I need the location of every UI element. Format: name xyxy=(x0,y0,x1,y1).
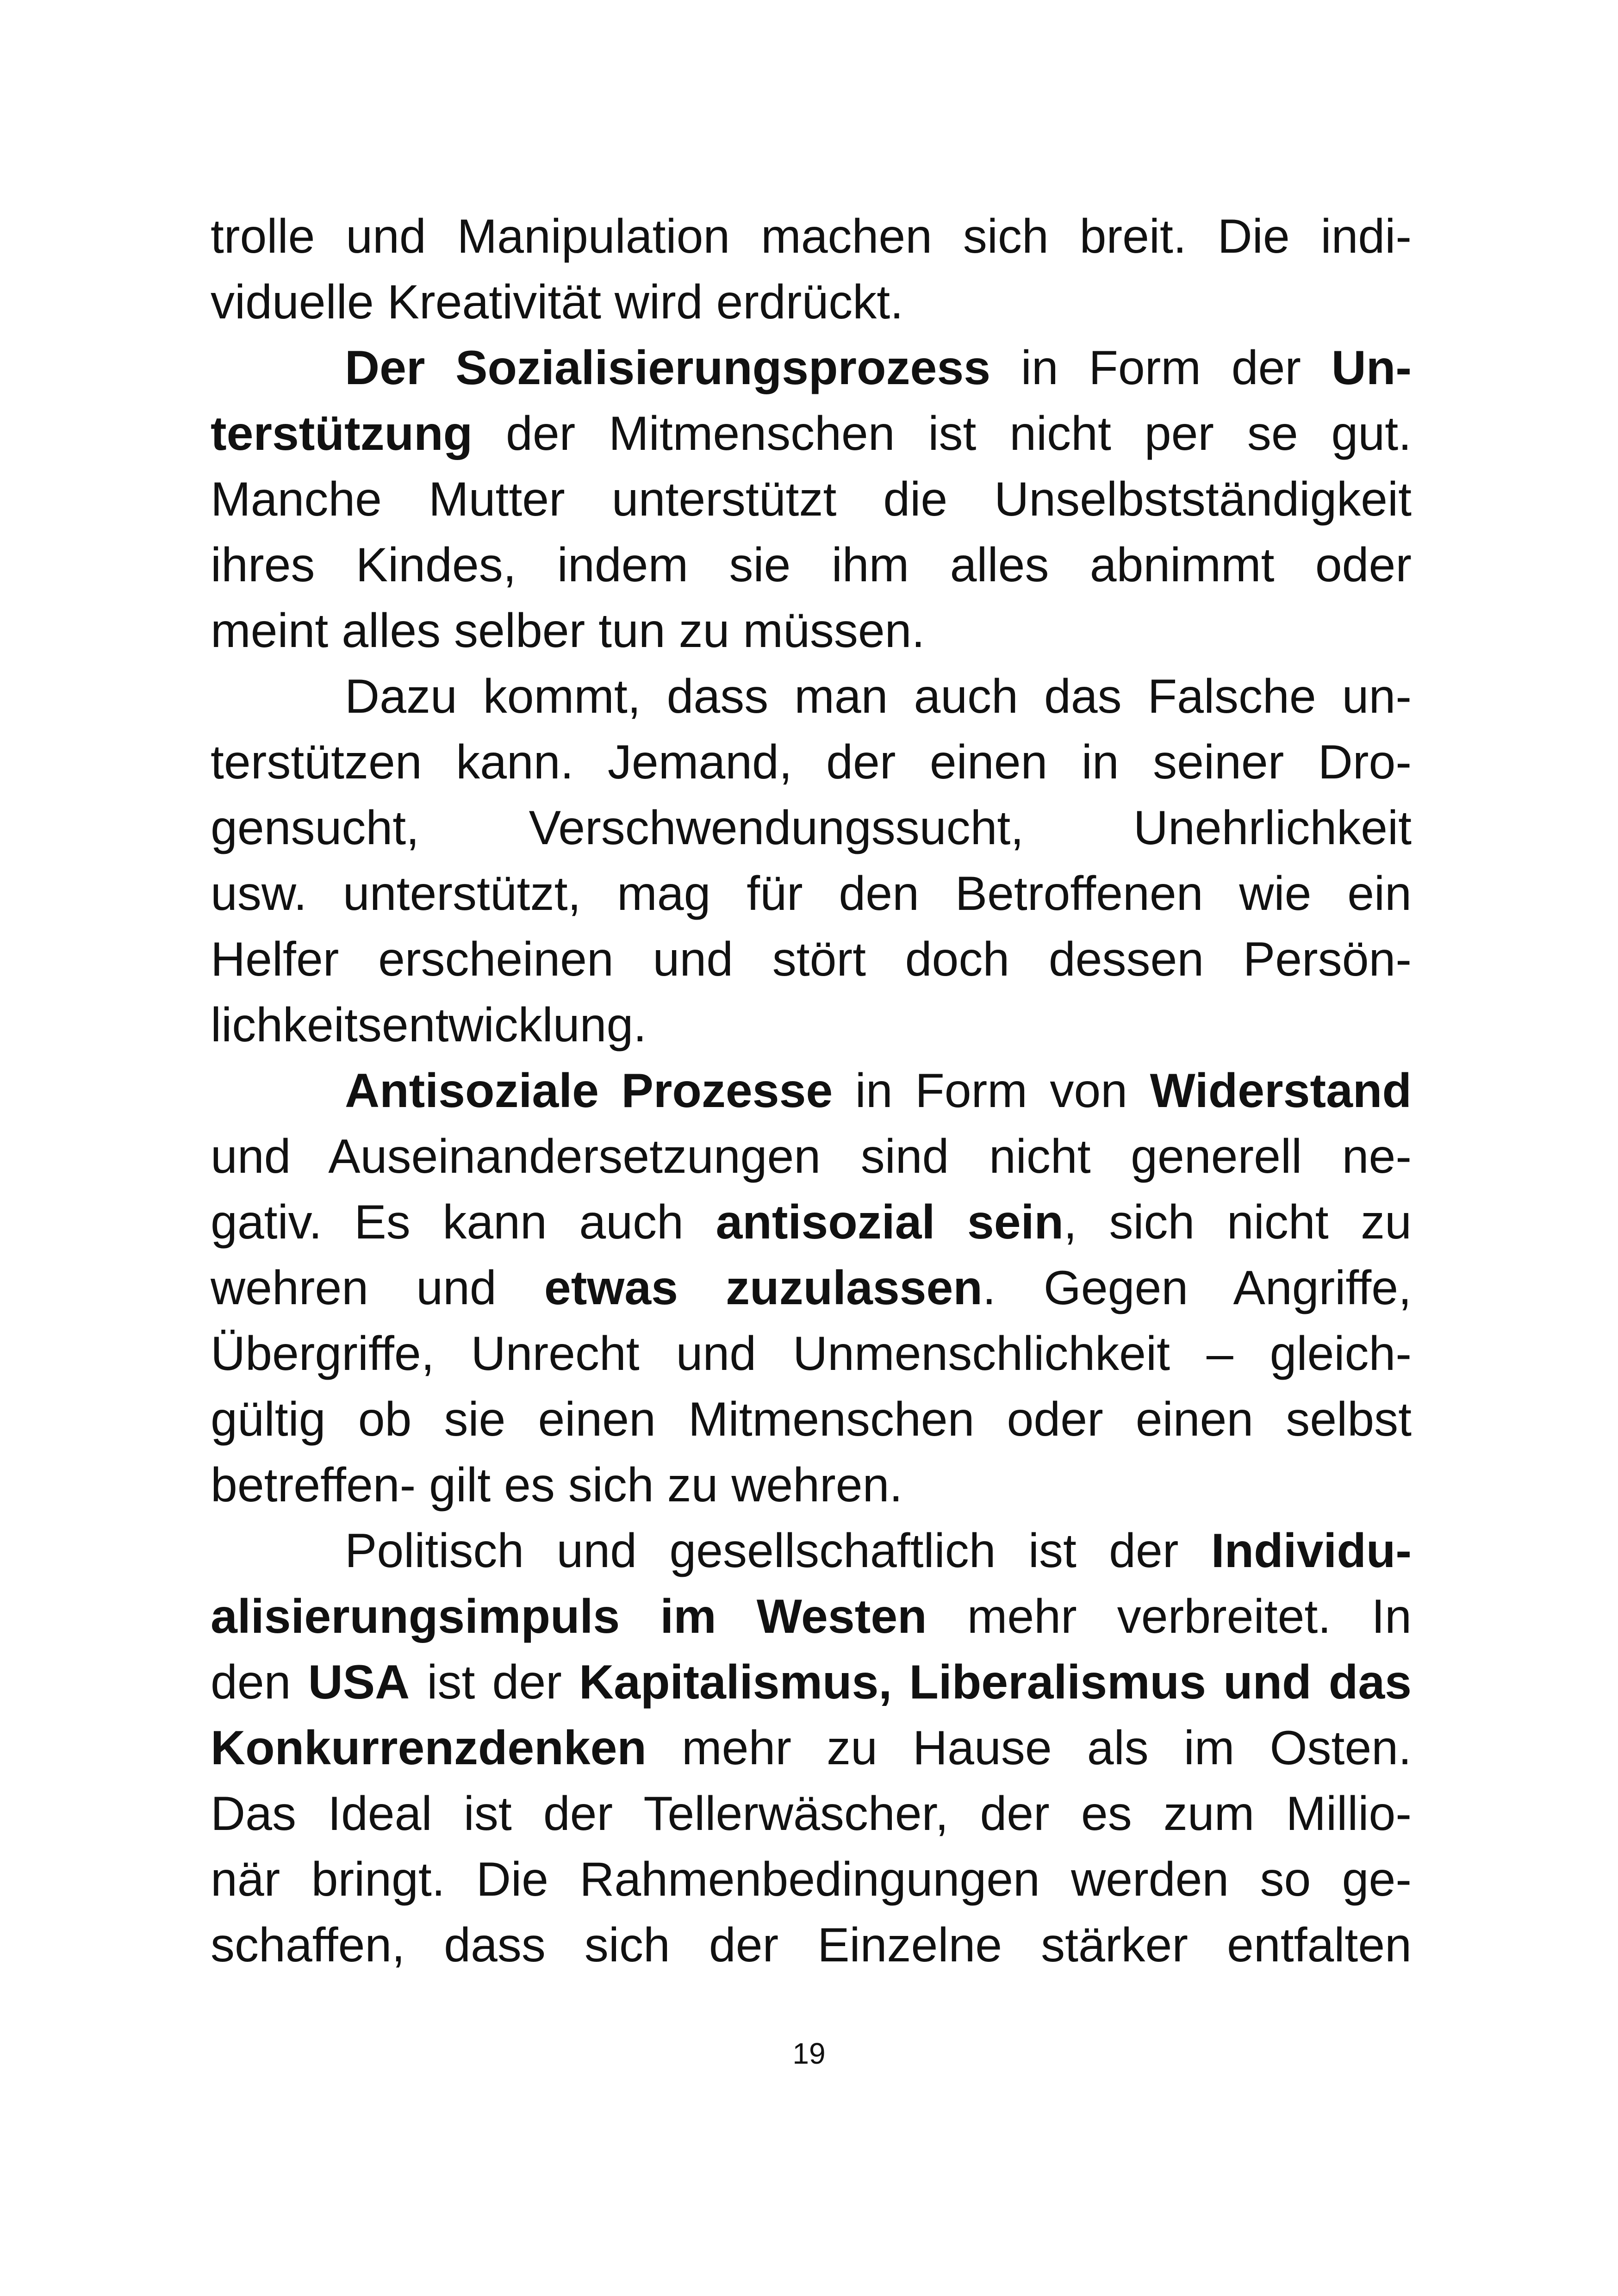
text-line xyxy=(211,1452,1412,1518)
text-segment: in Form der xyxy=(990,341,1332,395)
text-line xyxy=(211,335,1412,401)
text-segment: . Gegen Angriffe, xyxy=(982,1261,1412,1315)
text-line xyxy=(211,1189,1412,1255)
text-line xyxy=(211,1124,1412,1189)
text-segment: Manche Mutter unterstützt die Unselbstständigkeit xyxy=(211,473,1412,526)
text-segment: mehr zu Hause als im Osten. xyxy=(646,1721,1412,1775)
text-segment: ihres Kindes, indem sie ihm alles abnimmt oder xyxy=(211,538,1412,592)
bold-text: Un- xyxy=(1331,341,1412,395)
text-line xyxy=(211,664,1412,729)
text-segment: in Form von xyxy=(833,1064,1150,1118)
text-segment: den xyxy=(211,1655,308,1709)
text-line xyxy=(211,1715,1412,1781)
bold-text: Widerstand xyxy=(1150,1064,1412,1118)
text-segment: gültig ob sie einen Mitmenschen oder einen selbst xyxy=(211,1393,1412,1446)
bold-text: USA xyxy=(308,1655,410,1709)
bold-text: terstützung xyxy=(211,407,473,460)
text-segment: viduelle Kreativität wird erdrückt. xyxy=(211,275,904,329)
text-segment: Dazu kommt, dass man auch das Falsche un- xyxy=(345,670,1412,723)
text-line xyxy=(211,1058,1412,1124)
text-segment: Übergriffe, Unrecht und Unmenschlichkeit – gleich- xyxy=(211,1327,1412,1381)
text-segment: der Mitmenschen ist nicht per se gut. xyxy=(473,407,1412,460)
body-text xyxy=(211,204,1412,1978)
text-segment: und Auseinandersetzungen sind nicht generell ne- xyxy=(211,1130,1412,1183)
text-line xyxy=(211,1387,1412,1452)
text-line xyxy=(211,1912,1412,1978)
text-segment: usw. unterstützt, mag für den Betroffenen wie ein xyxy=(211,867,1412,921)
text-line xyxy=(211,729,1412,795)
text-line xyxy=(211,1255,1412,1321)
text-segment: Das Ideal ist der Tellerwäscher, der es zum Millio- xyxy=(211,1787,1412,1841)
bold-text: Der Sozialisierungsprozess xyxy=(345,341,991,395)
text-line xyxy=(211,1847,1412,1912)
text-segment: gativ. Es kann auch xyxy=(211,1195,716,1249)
bold-text: Kapitalismus, Liberalismus und das xyxy=(579,1655,1412,1709)
text-line xyxy=(211,927,1412,992)
text-segment: wehren und xyxy=(211,1261,544,1315)
text-line xyxy=(211,1649,1412,1715)
text-line xyxy=(211,1781,1412,1847)
bold-text: alisierungsimpuls im Westen xyxy=(211,1590,927,1643)
page-number: 19 xyxy=(792,2037,826,2070)
text-line xyxy=(211,1584,1412,1649)
text-line xyxy=(211,1321,1412,1387)
text-line xyxy=(211,532,1412,598)
text-line xyxy=(211,401,1412,467)
text-line xyxy=(211,467,1412,532)
text-segment: trolle und Manipulation machen sich breit. Die indi- xyxy=(211,210,1412,263)
text-segment: terstützen kann. Jemand, der einen in seiner Dro- xyxy=(211,735,1412,789)
text-segment: Helfer erscheinen und stört doch dessen Persön- xyxy=(211,933,1412,986)
text-line xyxy=(211,861,1412,927)
text-line xyxy=(211,992,1412,1058)
bold-text: Antisoziale Prozesse xyxy=(345,1064,833,1118)
text-line xyxy=(211,598,1412,664)
text-segment: meint alles selber tun zu müssen. xyxy=(211,604,925,658)
text-line xyxy=(211,204,1412,269)
text-segment: mehr verbreitet. In xyxy=(927,1590,1412,1643)
text-segment: , sich nicht zu xyxy=(1064,1195,1412,1249)
text-line xyxy=(211,1518,1412,1584)
text-segment: schaffen, dass sich der Einzelne stärker entfalten xyxy=(211,1918,1412,1972)
bold-text: antisozial sein xyxy=(716,1195,1064,1249)
bold-text: Individu- xyxy=(1211,1524,1412,1578)
text-line xyxy=(211,795,1412,861)
text-line xyxy=(211,269,1412,335)
bold-text: Konkurrenzdenken xyxy=(211,1721,647,1775)
text-segment: Politisch und gesellschaftlich ist der xyxy=(345,1524,1211,1578)
text-segment: ist der xyxy=(410,1655,579,1709)
text-segment: gensucht, Verschwendungssucht, Unehrlichkeit xyxy=(211,801,1412,855)
text-segment: betreffen- gilt es sich zu wehren. xyxy=(211,1458,903,1512)
text-segment: när bringt. Die Rahmenbedingungen werden so ge- xyxy=(211,1853,1412,1906)
bold-text: etwas zuzulassen xyxy=(544,1261,983,1315)
text-segment: lichkeitsentwicklung. xyxy=(211,998,647,1052)
